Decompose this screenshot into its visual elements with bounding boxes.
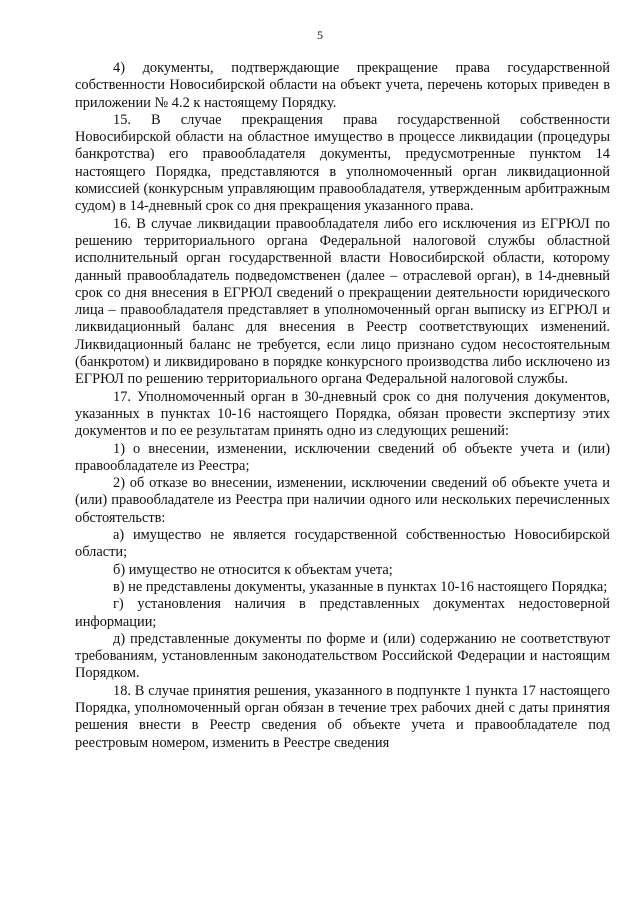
document-body <box>75 60 610 752</box>
paragraph-17-item-g: г) установления наличия в представленных документах недостоверной информации; <box>75 596 610 630</box>
paragraph-17-item-d: д) представленные документы по форме и (или) содержанию не соответствуют требованиям, установленным законодательством Российской Федерации и настоящим Порядком. <box>75 630 610 682</box>
paragraph-18: 18. В случае принятия решения, указанного в подпункте 1 пункта 17 настоящего Порядка, уполномоченный орган обязан в течение трех рабочих дней с даты принятия решения внести в Реестр сведения об объекте учета и правообладателе под реестровым номером, изменить в Реестре сведения <box>75 682 610 751</box>
paragraph-17-item-b: б) имущество не относится к объектам учета; <box>113 561 393 578</box>
paragraph-17-item-2: 2) об отказе во внесении, изменении, исключении сведений об объекте учета и (или) правообладателе из Реестра при наличии одного или нескольких перечисленных обстоятельств: <box>75 475 610 526</box>
paragraph-17-item-a: а) имущество не является государственной собственностью Новосибирской области; <box>75 527 610 561</box>
paragraph-17-item-v: в) не представлены документы, указанные в пунктах 10-16 настоящего Порядка; <box>113 578 608 595</box>
paragraph-17: 17. Уполномоченный орган в 30-дневный срок со дня получения документов, указанных в пунктах 10-16 настоящего Порядка, обязан провести экспертизу этих документов и по ее результатам принять одно из следующих решений: <box>75 388 610 440</box>
paragraph-4-documents: 4) документы, подтверждающие прекращение права государственной собственности Новосибирской области на объект учета, перечень которых приведен в приложении № 4.2 к настоящему Порядку. <box>75 60 610 111</box>
paragraph-16: 16. В случае ликвидации правообладателя либо его исключения из ЕГРЮЛ по решению территориального органа Федеральной налоговой службы областной исполнительный орган государственной власти Новосибирской области, которому данный правообладатель подведомственен (далее – отраслевой орган), в 14-дневный срок со дня внесения в ЕГРЮЛ сведений о прекращении деятельности юридического лица – правообладателя представляет в уполномоченный орган выписку из ЕГРЮЛ и ликвидационный баланс для внесения в Реестр соответствующих изменений. Ликвидационный баланс не требуется, если лицо признано судом несостоятельным (банкротом) и ликвидировано в порядке конкурсного производства либо исключено из ЕГРЮЛ по решению территориального органа Федеральной налоговой службы. <box>75 215 610 388</box>
paragraph-15: 15. В случае прекращения права государственной собственности Новосибирской области на областное имущество в процессе ликвидации (процедуры банкротства) его правообладателя документы, предусмотренные пунктом 14 настоящего Порядка, представляются в уполномоченный орган ликвидационной комиссией (конкурсным управляющим правообладателя, утвержденным арбитражным судом) в 14-дневный срок со дня прекращения указанного права. <box>75 111 610 215</box>
page-number: 5 <box>317 28 323 42</box>
paragraph-17-item-1: 1) о внесении, изменении, исключении сведений об объекте учета и (или) правообладателе из Реестра; <box>75 440 610 474</box>
